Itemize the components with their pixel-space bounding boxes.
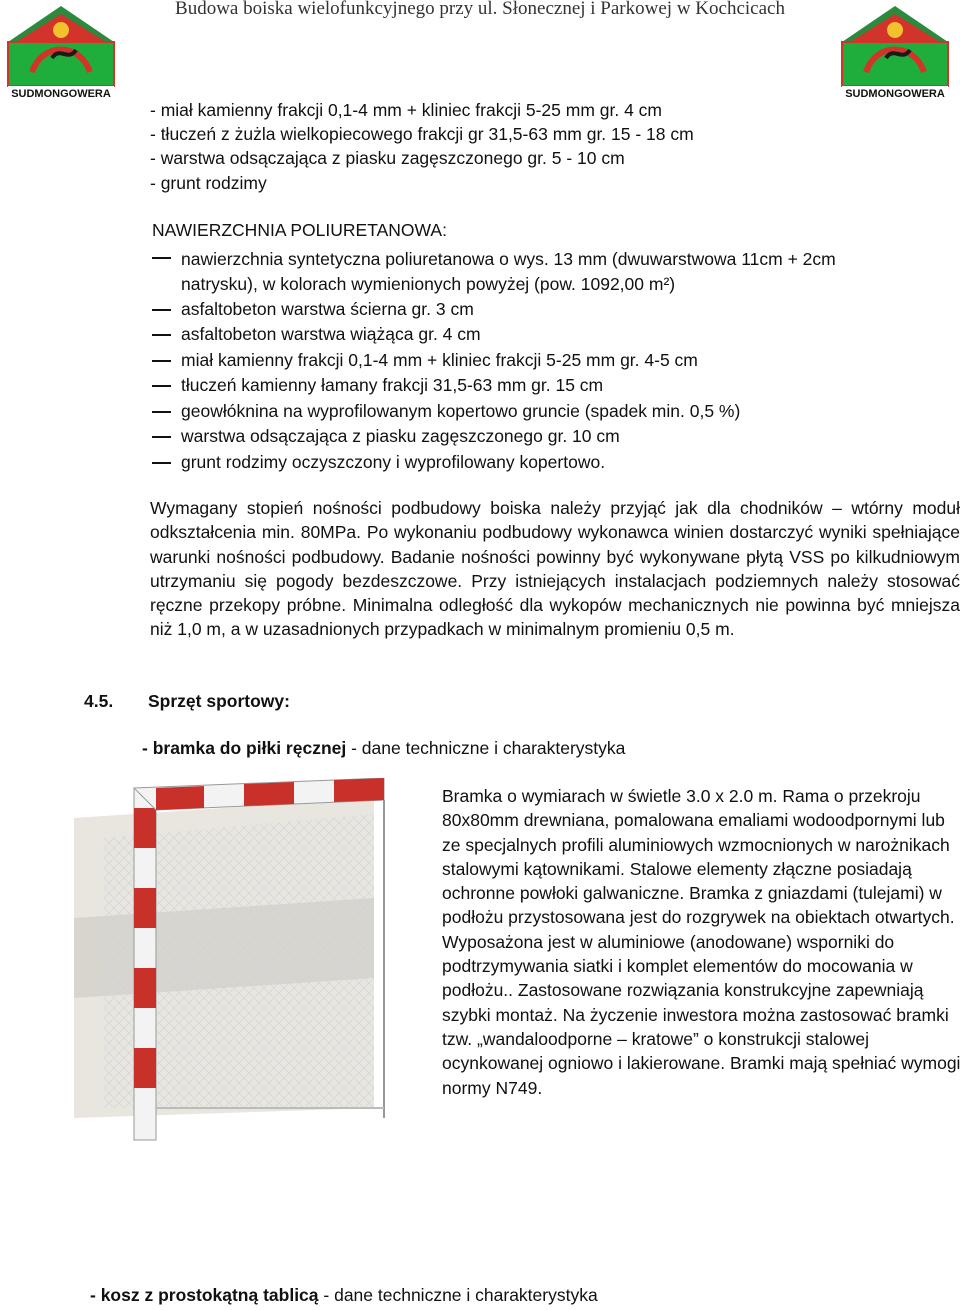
logo-right — [836, 2, 954, 100]
goal-description: Bramka o wymiarach w świetle 3.0 x 2.0 m. Rama o przekroju 80x80mm drewniana, pomalowana emaliami wodoodpornymi lub ze specjalnych profili aluminiowych wzmocnionych w narożnikach stalowymi kątownikami. Stalowe elementy złączne posiadają ochronne powłoki galwaniczne. Bramka z gniazdami (tulejami) w podłożu przystosowana jest do rozgrywek na obiektach otwartych. Wyposażona jest w aluminiowe (anodowane) wsporniki do podtrzymywania siatki i komplet elementów do mocowania w podłożu.. Zastosowane rozwiązania konstrukcyjne zapewniają szybki montaż. Na życzenie inwestora można zastosować bramki tzw. „wandaloodporne – kratowe” o konstrukcji stalowej ocynkowanej ogniowo i lakierowane. Bramki mają spełniać wymogi normy N749. — [442, 786, 960, 1098]
list-item: miał kamienny frakcji 0,1-4 mm + kliniec frakcji 5-25 mm gr. 4-5 cm — [181, 350, 698, 370]
page-header: Budowa boiska wielofunkcyjnego przy ul. Słonecznej i Parkowej w Kochcicach — [175, 0, 785, 19]
list-item: - warstwa odsączająca z piasku zagęszczonego gr. 5 - 10 cm — [150, 148, 625, 168]
list-item: geowłóknina na wyprofilowanym kopertowo gruncie (spadek min. 0,5 %) — [181, 401, 741, 421]
list-item: asfaltobeton warstwa ścierna gr. 3 cm — [181, 299, 474, 319]
section-number: 4.5. — [84, 691, 114, 711]
dash-marker — [152, 360, 171, 362]
svg-text:SUDMONGOWERA: SUDMONGOWERA — [11, 88, 111, 100]
goal-heading-bold: - bramka do piłki ręcznej — [142, 738, 347, 758]
dash-marker — [152, 385, 171, 387]
section-title: Sprzęt sportowy: — [148, 691, 290, 711]
list-item: - tłuczeń z żużla wielkopiecowego frakcji gr 31,5-63 mm gr. 15 - 18 cm — [150, 124, 694, 144]
list-item: grunt rodzimy oczyszczony i wyprofilowany kopertowo. — [181, 452, 606, 472]
list-item-continuation: natrysku), w kolorach wymienionych powyżej (pow. 1092,00 m²) — [181, 274, 676, 294]
basket-heading — [90, 1283, 598, 1308]
svg-text:SUDMONGOWERA: SUDMONGOWERA — [845, 88, 945, 100]
list-item: asfaltobeton warstwa wiążąca gr. 4 cm — [181, 324, 481, 344]
list-item: tłuczeń kamienny łamany frakcji 31,5-63 mm gr. 15 cm — [181, 375, 604, 395]
section-heading: NAWIERZCHNIA POLIURETANOWA: — [152, 220, 447, 240]
list-item: nawierzchnia syntetyczna poliuretanowa o wys. 13 mm (dwuwarstwowa 11cm + 2cm — [181, 249, 836, 269]
dash-marker — [152, 257, 171, 259]
goal-heading — [142, 736, 625, 761]
list-item: - miał kamienny frakcji 0,1-4 mm + kliniec frakcji 5-25 mm gr. 4 cm — [150, 100, 663, 120]
basket-heading-rest: - dane techniczne i charakterystyka — [318, 1285, 598, 1305]
dash-marker — [152, 462, 171, 464]
basket-heading-bold: - kosz z prostokątną tablicą — [90, 1285, 319, 1305]
dash-marker — [152, 436, 171, 438]
dash-marker — [152, 411, 171, 413]
list-item: warstwa odsączająca z piasku zagęszczonego gr. 10 cm — [181, 426, 620, 446]
list-item: - grunt rodzimy — [150, 173, 267, 193]
handball-goal-image — [44, 778, 434, 1148]
dash-marker — [152, 309, 171, 311]
dash-marker — [152, 334, 171, 336]
logo-left — [2, 2, 120, 100]
body-paragraph: Wymagany stopień nośności podbudowy boiska należy przyjąć jak dla chodników – wtórny moduł odkształcenia min. 80MPa. Po wykonaniu podbudowy wykonawca winien dostarczyć wyniki spełniające warunki nośności podbudowy. Badanie nośności powinny być wykonywane płytą VSS po kilkudniowym utrzymaniu się pogody bezdeszczowe. Przy istniejących instalacjach podziemnych należy stosować ręczne przekopy próbne. Minimalna odległość dla wykopów mechanicznych nie powinna być mniejsza niż 1,0 m, a w uzasadnionych przypadkach w minimalnym promieniu 0,5 m. — [150, 498, 960, 640]
goal-heading-rest: - dane techniczne i charakterystyka — [346, 738, 626, 758]
